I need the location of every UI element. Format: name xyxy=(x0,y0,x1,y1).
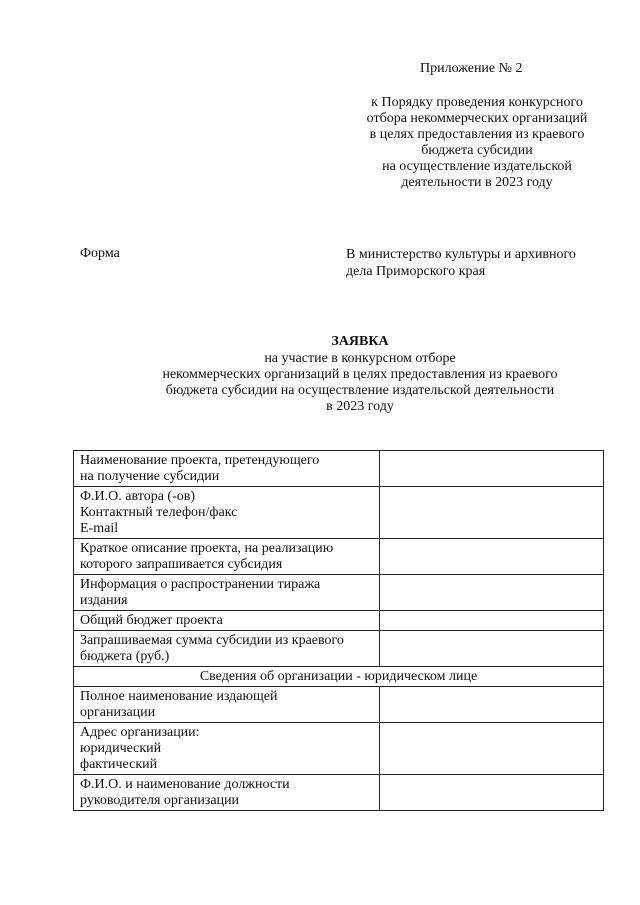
table-row xyxy=(74,487,604,539)
application-subtitle-line: в 2023 году xyxy=(326,399,394,414)
table-row xyxy=(74,687,604,723)
row-value-field[interactable] xyxy=(379,539,603,575)
row-label-line: E-mail xyxy=(80,521,119,536)
table-row xyxy=(74,723,604,775)
table-row xyxy=(74,631,604,667)
row-label-line: Ф.И.О. автора (-ов) xyxy=(80,489,196,504)
row-label-line: на получение субсидии xyxy=(80,469,220,484)
row-label-line: Общий бюджет проекта xyxy=(80,613,223,628)
appendix-reference xyxy=(336,95,618,191)
row-value-field[interactable] xyxy=(379,575,603,611)
row-label xyxy=(74,775,380,811)
appendix-reference-line: на осуществление издательской xyxy=(382,159,572,174)
row-label-line: организации xyxy=(80,705,156,720)
application-table xyxy=(73,450,604,811)
row-label-line: издания xyxy=(80,593,128,608)
row-label xyxy=(74,575,380,611)
addressee-line: В министерство культуры и архивного xyxy=(346,247,576,262)
row-label-line: Наименование проекта, претендующего xyxy=(80,453,320,468)
row-label xyxy=(74,631,380,667)
table-row xyxy=(74,775,604,811)
row-label-line: Краткое описание проекта, на реализацию xyxy=(80,541,334,556)
row-label xyxy=(74,451,380,487)
row-label xyxy=(74,487,380,539)
row-label-line: которого запрашивается субсидия xyxy=(80,557,283,572)
row-label-line: Адрес организации: xyxy=(80,725,200,740)
application-heading: ЗАЯВКА xyxy=(331,334,389,349)
application-title xyxy=(100,334,620,415)
application-subtitle-line: на участие в конкурсном отборе xyxy=(264,351,456,366)
row-label-line: руководителя организации xyxy=(80,793,240,808)
appendix-reference-line: деятельности в 2023 году xyxy=(401,175,553,190)
row-value-field[interactable] xyxy=(379,451,603,487)
appendix-reference-line: бюджета субсидии xyxy=(421,143,533,158)
row-value-field[interactable] xyxy=(379,631,603,667)
row-value-field[interactable] xyxy=(379,487,603,539)
row-label xyxy=(74,687,380,723)
section-header: Сведения об организации - юридическом лице xyxy=(74,667,604,687)
application-subtitle-line: некоммерческих организаций в целях предоставления из краевого xyxy=(162,367,558,382)
row-label xyxy=(74,539,380,575)
form-label: Форма xyxy=(80,246,120,261)
appendix-reference-line: отбора некоммерческих организаций xyxy=(366,111,588,126)
appendix-reference-line: к Порядку проведения конкурсного xyxy=(371,95,583,110)
row-label xyxy=(74,611,380,631)
row-value-field[interactable] xyxy=(379,723,603,775)
row-value-field[interactable] xyxy=(379,775,603,811)
row-label-line: фактический xyxy=(80,757,158,772)
row-label-line: бюджета (руб.) xyxy=(80,649,170,664)
row-label-line: Ф.И.О. и наименование должности xyxy=(80,777,290,792)
row-label xyxy=(74,723,380,775)
table-row xyxy=(74,451,604,487)
row-label-line: Запрашиваемая сумма субсидии из краевого xyxy=(80,633,344,648)
addressee xyxy=(346,246,576,280)
table-row xyxy=(74,611,604,631)
row-label-line: Контактный телефон/факс xyxy=(80,505,238,520)
addressee-line: дела Приморского края xyxy=(346,264,486,279)
row-label-line: Информация о распространении тиража xyxy=(80,577,321,592)
row-label-line: Полное наименование издающей xyxy=(80,689,278,704)
table-row xyxy=(74,539,604,575)
row-label-line: юридический xyxy=(80,741,162,756)
application-subtitle-line: бюджета субсидии на осуществление издательской деятельности xyxy=(165,383,555,398)
row-value-field[interactable] xyxy=(379,611,603,631)
table-row xyxy=(74,575,604,611)
section-header-row xyxy=(74,667,604,687)
appendix-number: Приложение № 2 xyxy=(420,61,523,76)
appendix-reference-line: в целях предоставления из краевого xyxy=(369,127,585,142)
row-value-field[interactable] xyxy=(379,687,603,723)
